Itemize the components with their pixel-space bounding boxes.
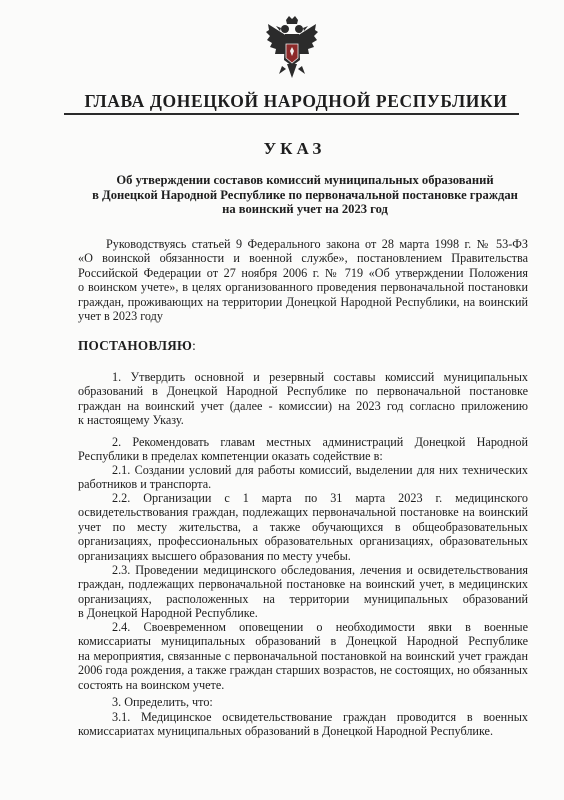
subject-line: на воинский учет на 2023 год [222,202,388,217]
clause-2: 2. Рекомендовать главам местных администраций Донецкой Народной Республики в пределах компетенции оказать содействие в: [78,435,528,464]
document-type: УКАЗ [263,139,326,158]
subject-line: Об утверждении составов комиссий муниципальных образований [116,173,494,187]
clause-1: 1. Утвердить основной и резервный составы комиссий муниципальных образований в Донецкой Народной Республике по первоначальной постановке граждан на воинский учет (далее - комиссии) на 2023 год согласно приложению к настоящему Указу. [78,370,528,428]
subject-line: в Донецкой Народной Республике по первоначальной постановке граждан [92,187,518,202]
preamble-line: «О воинской обязанности и военной службе», постановлением Правительства [78,251,528,266]
clause-2-3: 2.3. Проведении медицинского обследования, лечения и освидетельствования граждан, подлежащих первоначальной постановке на воинский учет, в медицинских организациях, расположенных на территории муниципальных образований в Донецкой Народной Республике. [78,563,528,621]
preamble-line: Российской Федерации от 27 ноября 2006 г. № 719 «Об утверждении Положения [78,265,528,280]
document-subject [85,173,525,217]
preamble-line: Руководствуясь статьей 9 Федерального закона от 28 марта 1998 г. № 53-ФЗ [106,237,528,251]
issuer-title: ГЛАВА ДОНЕЦКОЙ НАРОДНОЙ РЕСПУБЛИКИ [84,91,508,111]
clause-3: 3. Определить, что: [112,695,213,709]
clause-2-1: 2.1. Создании условий для работы комиссий, выделении для них технических работников и транспорта. [78,463,528,492]
preamble-line: о воинском учете», в целях организованного проведения первоначальной постановки [78,280,528,295]
header-divider [64,113,519,115]
preamble [78,237,528,323]
preamble-line: граждан, проживающих на территории Донецкой Народной Республики, на воинский [78,294,528,309]
decree-word: ПОСТАНОВЛЯЮ: [78,338,197,353]
clause-2-2: 2.2. Организации с 1 марта по 31 марта 2023 г. медицинского освидетельствования граждан, подлежащих первоначальной постановке на воинский учет по месту жительства, а также обучающихся в общеобразовательных организациях, профессиональных образовательных организациях, образовательных организациях высшего образования по месту учебы. [78,491,528,563]
dpr-coat-of-arms-eagle-icon [265,14,319,84]
clause-3-1: 3.1. Медицинское освидетельствование граждан проводится в военных комиссариатах муниципальных образований в Донецкой Народной Республике. [78,710,528,739]
clause-2-4: 2.4. Своевременном оповещении о необходимости явки в военные комиссариаты муниципальных образований в Донецкой Народной Республике на мероприятия, связанные с первоначальной постановкой на воинский учет граждан 2006 года рождения, а также граждан старших возрастов, не состоящих, но обязанных состоять на воинском учете. [78,620,528,692]
preamble-line: учет в 2023 году [78,309,163,324]
